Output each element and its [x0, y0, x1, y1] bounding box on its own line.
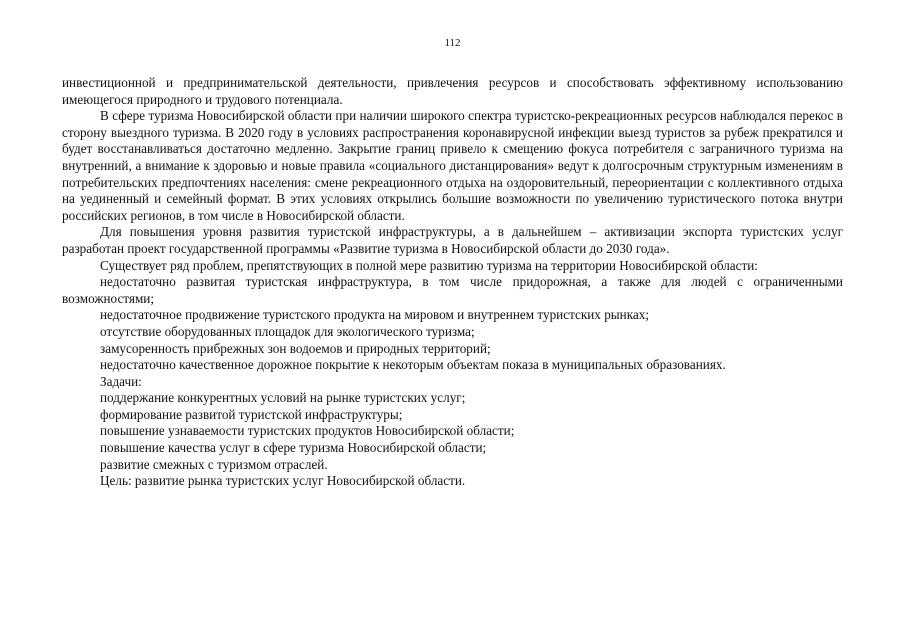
- task-item: поддержание конкурентных условий на рынке туристских услуг;: [100, 390, 466, 406]
- paragraph-problems-intro: Существует ряд проблем, препятствующих в полной мере развитию туризма на территории Новосибирской области:: [100, 257, 758, 273]
- problem-item: недостаточно качественное дорожное покрытие к некоторым объектам показа в муниципальных образованиях.: [100, 357, 726, 373]
- problem-item: отсутствие оборудованных площадок для экологического туризма;: [100, 323, 475, 339]
- paragraph-continuation: инвестиционной и предпринимательской деятельности, привлечения ресурсов и способствовать эффективному использованию имеющегося природного и трудового потенциала.: [62, 75, 843, 107]
- problem-item: недостаточное продвижение туристского продукта на мировом и внутреннем туристских рынках;: [100, 307, 650, 323]
- goal-statement: Цель: развитие рынка туристских услуг Новосибирской области.: [100, 473, 466, 489]
- page-number: 112: [444, 37, 461, 49]
- task-item: развитие смежных с туризмом отраслей.: [100, 456, 328, 472]
- tasks-heading: Задачи:: [100, 373, 142, 389]
- problem-item: недостаточно развитая туристская инфраструктура, в том числе придорожная, а также для людей с ограниченными возможностями;: [62, 274, 843, 306]
- problem-item: замусоренность прибрежных зон водоемов и природных территорий;: [100, 340, 491, 356]
- task-item: повышение качества услуг в сфере туризма Новосибирской области;: [100, 440, 487, 456]
- task-item: формирование развитой туристской инфраструктуры;: [100, 406, 403, 422]
- paragraph-state-program: Для повышения уровня развития туристской инфраструктуры, а в дальнейшем – активизации экспорта туристских услуг разработан проект государственной программы «Развитие туризма в Новосибирской области до 2030 года».: [62, 224, 843, 256]
- task-item: повышение узнаваемости туристских продуктов Новосибирской области;: [100, 423, 515, 439]
- paragraph-tourism-overview: В сфере туризма Новосибирской области при наличии широкого спектра туристско-рекреационных ресурсов наблюдался перекос в сторону выездного туризма. В 2020 году в условиях распространения коронавирусной инфекции выезд туристов за рубеж прекратился и будет восстанавливаться достаточно медленно. Закрытие границ привело к смещению фокуса потребителя с заграничного туризма на внутренний, а внимание к здоровью и новые правила «социального дистанцирования» ведут к долгосрочным структурным изменениям в потребительских предпочтениях населения: смене рекреационного отдыха на оздоровительный, переориентации с коллективного отдыха на уединенный и семейный формат. В этих условиях открылись большие возможности по увеличению туристического потока внутри российских регионов, в том числе в Новосибирской области.: [62, 108, 843, 223]
- document-body: [62, 75, 843, 490]
